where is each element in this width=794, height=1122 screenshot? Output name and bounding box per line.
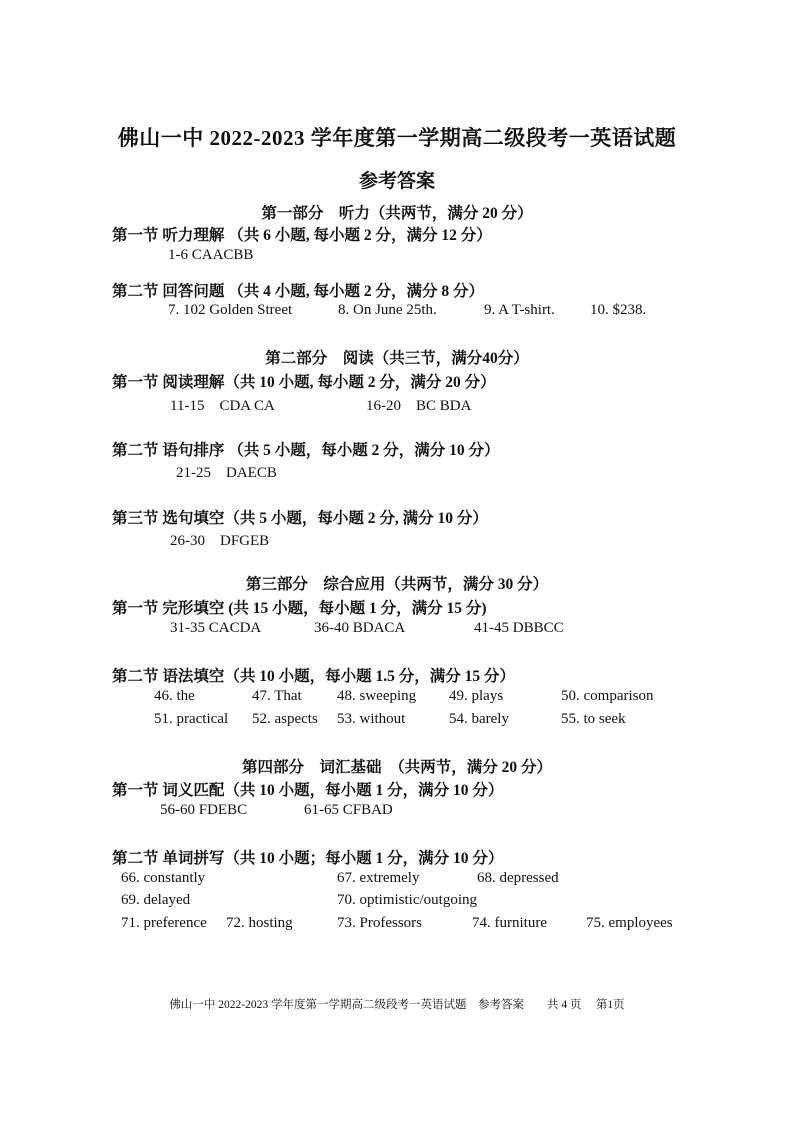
spelling-answer: 72. hosting [226, 915, 293, 931]
grammar-answer: 52. aspects [252, 711, 318, 727]
grammar-answer: 55. to seek [561, 711, 626, 727]
spelling-answer: 75. employees [586, 915, 673, 931]
grammar-answer: 48. sweeping [337, 688, 417, 704]
answer-61-65: 61-65 CFBAD [304, 802, 393, 818]
grammar-answer: 50. comparison [561, 688, 654, 704]
answer-26-30: 26-30 DFGEB [170, 533, 270, 549]
part-3-heading: 第三部分 综合应用（共两节，满分 30 分） [245, 576, 549, 593]
section-1-1-heading: 第一节 听力理解 （共 6 小题, 每小题 2 分，满分 12 分） [112, 227, 492, 244]
page-subtitle: 参考答案 [358, 171, 435, 192]
spelling-answer: 73. Professors [337, 915, 422, 931]
page-title: 佛山一中 2022-2023 学年度第一学期高二级段考一英语试题 [117, 126, 677, 150]
answer-31-35: 31-35 CACDA [170, 620, 262, 636]
answer-16-20: 16-20 BC BDA [366, 398, 472, 414]
answer-8: 8. On June 25th. [338, 302, 437, 318]
spelling-answer: 69. delayed [121, 892, 191, 908]
spelling-answer: 68. depressed [477, 870, 559, 886]
answer-10: 10. $238. [590, 302, 647, 318]
grammar-answer: 53. without [337, 711, 406, 727]
grammar-answer: 54. barely [449, 711, 509, 727]
grammar-answer: 47. That [252, 688, 302, 704]
section-3-1-heading: 第一节 完形填空 (共 15 小题，每小题 1 分，满分 15 分) [112, 600, 487, 617]
grammar-answer: 49. plays [449, 688, 504, 704]
section-2-2-heading: 第二节 语句排序 （共 5 小题，每小题 2 分，满分 10 分） [112, 442, 500, 459]
section-2-1-heading: 第一节 阅读理解（共 10 小题, 每小题 2 分，满分 20 分） [112, 374, 496, 391]
section-4-2-heading: 第二节 单词拼写（共 10 小题；每小题 1 分，满分 10 分） [112, 850, 504, 867]
section-2-3-heading: 第三节 选句填空（共 5 小题，每小题 2 分, 满分 10 分） [112, 510, 488, 527]
part-2-heading: 第二部分 阅读（共三节，满分40分） [265, 350, 529, 367]
answer-56-60: 56-60 FDEBC [160, 802, 248, 818]
part-1-heading: 第一部分 听力（共两节，满分 20 分） [261, 205, 533, 222]
page-footer: 佛山一中 2022-2023 学年度第一学期高二级段考一英语试题 参考答案 共 4 页 第1页 [169, 999, 625, 1011]
answer-41-45: 41-45 DBBCC [474, 620, 564, 636]
answer-21-25: 21-25 DAECB [176, 465, 277, 481]
answer-9: 9. A T-shirt. [484, 302, 555, 318]
spelling-answer: 66. constantly [121, 870, 206, 886]
answer-1-6: 1-6 CAACBB [168, 247, 254, 263]
grammar-answer: 46. the [154, 688, 195, 704]
section-1-2-heading: 第二节 回答问题 （共 4 小题, 每小题 2 分，满分 8 分） [112, 283, 485, 300]
section-4-1-heading: 第一节 词义匹配（共 10 小题，每小题 1 分，满分 10 分） [112, 782, 504, 799]
grammar-answer: 51. practical [154, 711, 229, 727]
section-3-2-heading: 第二节 语法填空（共 10 小题，每小题 1.5 分，满分 15 分） [112, 668, 516, 685]
spelling-answer: 67. extremely [337, 870, 420, 886]
part-4-heading: 第四部分 词汇基础 （共两节，满分 20 分） [241, 759, 552, 776]
spelling-answer: 71. preference [121, 915, 207, 931]
spelling-answer: 70. optimistic/outgoing [337, 892, 478, 908]
answer-7: 7. 102 Golden Street [168, 302, 293, 318]
spelling-answer: 74. furniture [472, 915, 547, 931]
answer-11-15: 11-15 CDA CA [170, 398, 275, 414]
answer-36-40: 36-40 BDACA [314, 620, 406, 636]
